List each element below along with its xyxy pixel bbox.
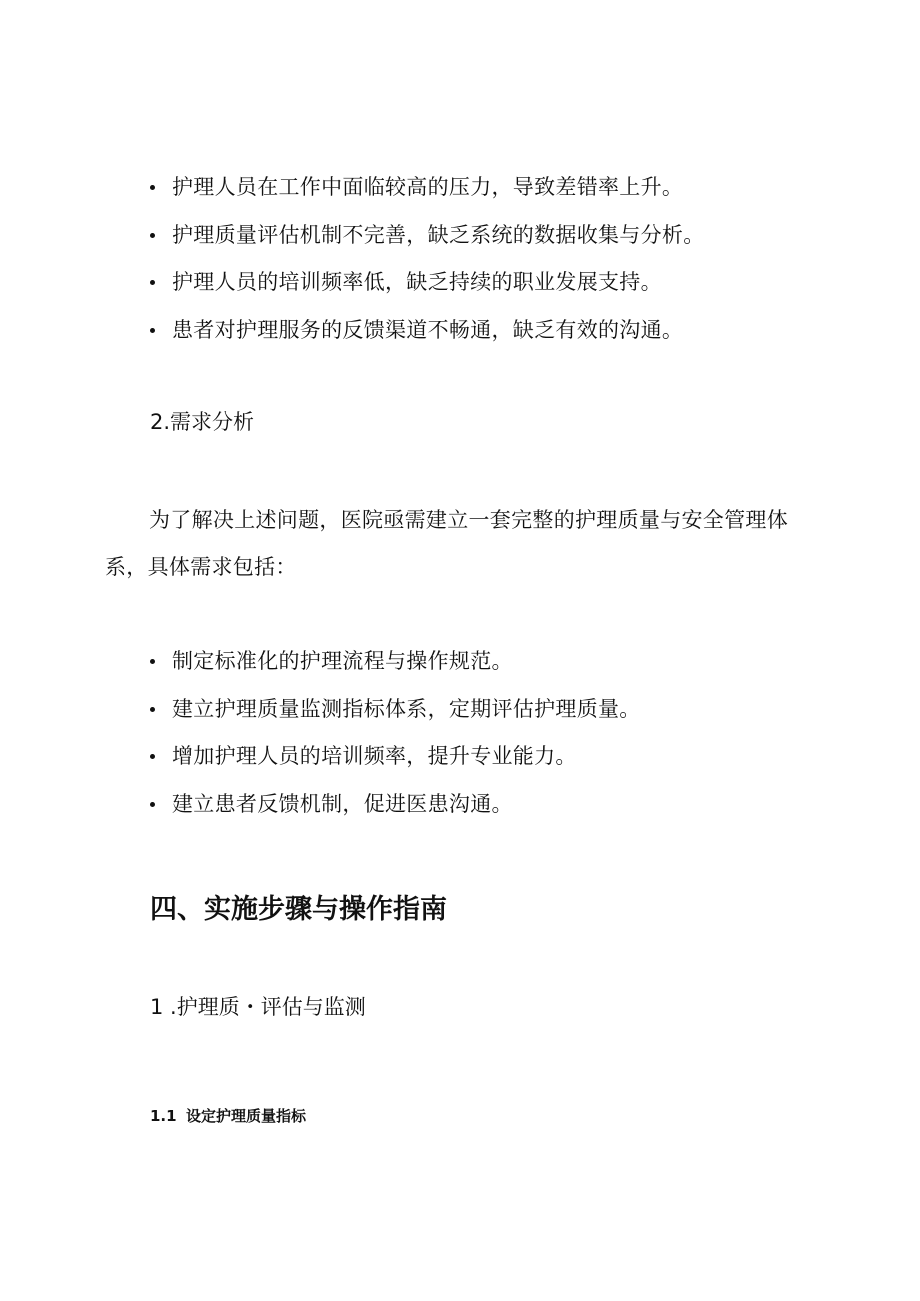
bullet-icon xyxy=(150,659,155,664)
list-item-text: 患者对护理服务的反馈渠道不畅通，缺乏有效的沟通。 xyxy=(172,317,684,342)
list-item-text: 护理质量评估机制不完善，缺乏系统的数据收集与分析。 xyxy=(172,222,705,247)
list-item-text: 护理人员在工作中面临较高的压力，导致差错率上升。 xyxy=(172,175,684,199)
section-title: 四、实施步骤与操作指南 xyxy=(150,894,447,925)
needs-intro-paragraph: 为了解决上述问题，医院亟需建立一套完整的护理质量与安全管理体系，具体需求包括： xyxy=(105,508,788,579)
list-item-text: 护理人员的培训频率低，缺乏持续的职业发展支持。 xyxy=(172,270,662,294)
bullet-icon xyxy=(150,233,155,238)
subsubsection-title xyxy=(150,1106,306,1126)
list-item-text: 增加护理人员的培训频率，提升专业能力。 xyxy=(172,744,577,768)
bullet-icon xyxy=(150,754,155,759)
bullet-icon xyxy=(150,802,155,807)
bullet-icon xyxy=(150,328,155,333)
needs-heading: 2.需求分析 xyxy=(150,410,255,434)
bullet-icon xyxy=(150,185,155,190)
list-item-text: 建立患者反馈机制，促进医患沟通。 xyxy=(172,791,513,816)
subsection-title: 1 .护理质・评估与监测 xyxy=(150,995,366,1019)
bullet-icon xyxy=(150,707,155,712)
list-item-text: 制定标准化的护理流程与操作规范。 xyxy=(172,649,513,673)
bullet-icon xyxy=(150,280,155,285)
list-item-text: 建立护理质量监测指标体系，定期评估护理质量。 xyxy=(172,696,641,721)
subsubsection-label: 设定护理质量指标 xyxy=(186,1107,307,1125)
subsubsection-number: 1.1 xyxy=(150,1107,177,1125)
